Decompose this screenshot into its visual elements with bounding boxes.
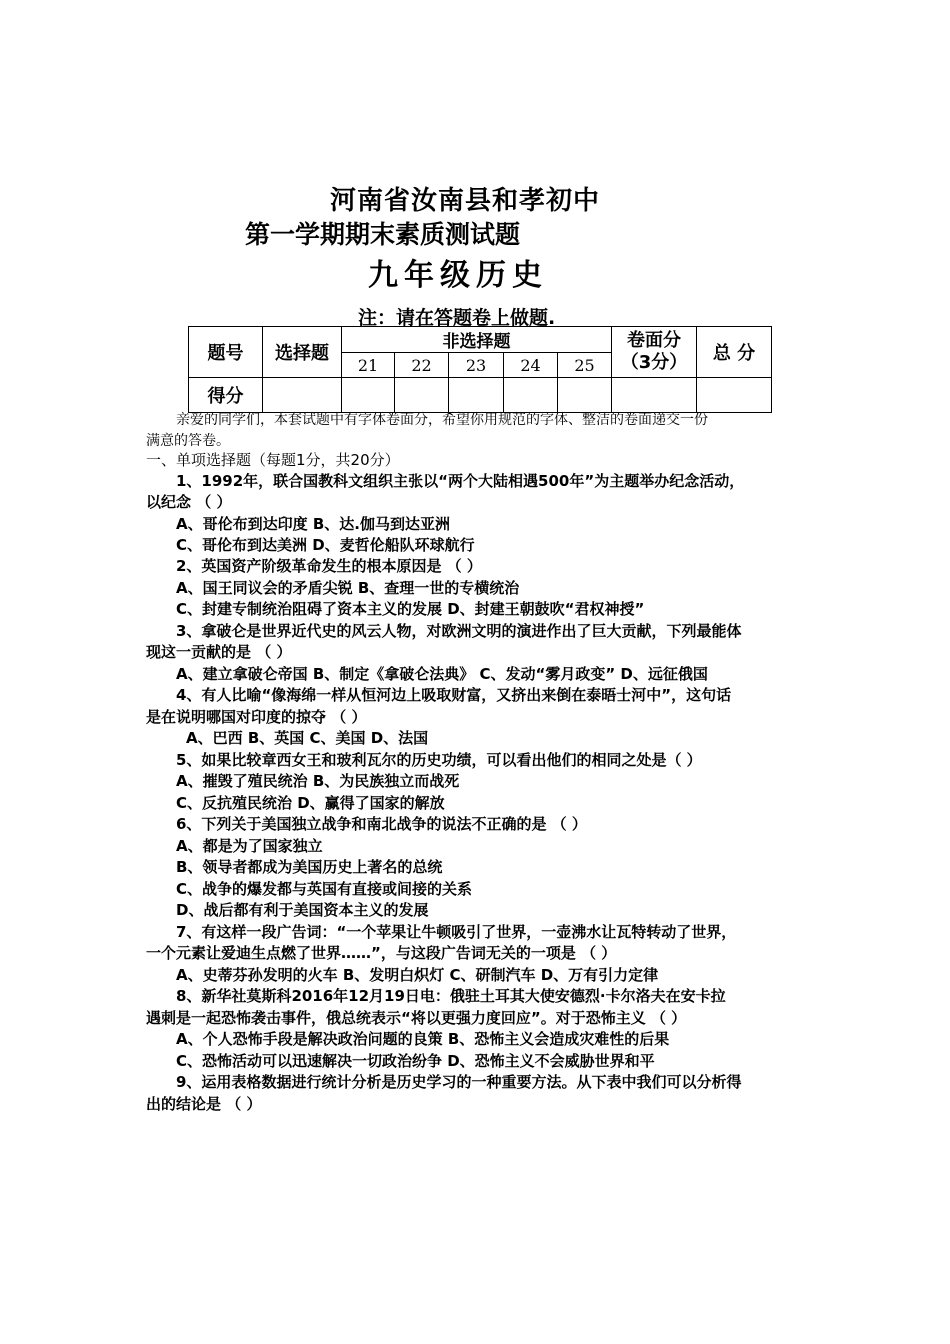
header-label-cell: 题号 [189, 327, 263, 378]
intro-line: 亲爱的同学们，本套试题中有字体卷面分，希望你用规范的字体、整洁的卷面递交一份 [176, 412, 708, 428]
question-line: 出的结论是 （ ） [146, 1095, 262, 1113]
school-title: 河南省汝南县和孝初中 [330, 186, 601, 216]
option-line: A、建立拿破仑帝国 B、制定《拿破仑法典》 C、发动“雾月政变” D、远征俄国 [176, 665, 708, 683]
exam-note: 注：请在答题卷上做题. [358, 307, 556, 329]
question-line: 以纪念 （ ） [146, 493, 232, 511]
intro-line: 满意的答卷。 [146, 433, 230, 449]
question-line: 遇刺是一起恐怖袭击事件，俄总统表示“将以更强力度回应”。对于恐怖主义 （ ） [146, 1009, 687, 1027]
score-cell-total[interactable] [697, 378, 772, 413]
option-line: C、反抗殖民统治 D、赢得了国家的解放 [176, 794, 445, 812]
option-line: A、哥伦布到达印度 B、达.伽马到达亚洲 [176, 515, 450, 533]
neatness-header-cell [612, 327, 697, 378]
question-line: 8、新华社莫斯科2016年12月19日电：俄驻土耳其大使安德烈·卡尔洛夫在安卡拉 [176, 987, 726, 1005]
option-line: B、领导者都成为美国历史上著名的总统 [176, 858, 443, 876]
total-header-cell: 总 分 [697, 327, 772, 378]
question-line: 4、有人比喻“像海绵一样从恒河边上吸取财富，又挤出来倒在泰晤士河中”，这句话 [176, 686, 732, 704]
score-cell-choice[interactable] [263, 378, 342, 413]
question-line: 6、下列关于美国独立战争和南北战争的说法不正确的是 （ ） [176, 815, 587, 833]
question-21-cell: 21 [342, 353, 395, 378]
option-line: C、封建专制统治阻碍了资本主义的发展 D、封建王朝鼓吹“君权神授” [176, 600, 645, 618]
question-line: 1、1992年，联合国教科文组织主张以“两个大陆相遇500年”为主题举办纪念活动， [176, 472, 745, 490]
question-line: 9、运用表格数据进行统计分析是历史学习的一种重要方法。从下表中我们可以分析得 [176, 1073, 742, 1091]
option-line: A、摧毁了殖民统治 B、为民族独立而战死 [176, 772, 460, 790]
score-table [188, 326, 772, 413]
score-cell-23[interactable] [449, 378, 504, 413]
option-line: C、战争的爆发都与英国有直接或间接的关系 [176, 880, 473, 898]
option-line: A、国王同议会的矛盾尖锐 B、查理一世的专横统治 [176, 579, 520, 597]
choice-header-cell: 选择题 [263, 327, 342, 378]
option-line: A、个人恐怖手段是解决政治问题的良策 B、恐怖主义会造成灾难性的后果 [176, 1030, 670, 1048]
question-23-cell: 23 [449, 353, 504, 378]
nonchoice-header-cell: 非选择题 [342, 327, 612, 353]
question-line: 5、如果比较章西女王和玻利瓦尔的历史功绩，可以看出他们的相同之处是（ ） [176, 751, 702, 769]
score-cell-25[interactable] [558, 378, 612, 413]
score-cell-neatness[interactable] [612, 378, 697, 413]
question-line: 现这一贡献的是 （ ） [146, 643, 292, 661]
question-25-cell: 25 [558, 353, 612, 378]
section-heading: 一、单项选择题（每题1分，共20分） [146, 451, 400, 469]
question-22-cell: 22 [395, 353, 449, 378]
option-line: A、史蒂芬孙发明的火车 B、发明白炽灯 C、研制汽车 D、万有引力定律 [176, 966, 659, 984]
question-line: 一个元素让爱迪生点燃了世界……”，与这段广告词无关的一项是 （ ） [146, 944, 617, 962]
score-cell-22[interactable] [395, 378, 449, 413]
subject-title: 九年级历史 [368, 258, 548, 293]
option-line: C、恐怖活动可以迅速解决一切政治纷争 D、恐怖主义不会威胁世界和平 [176, 1052, 655, 1070]
option-line: D、战后都有利于美国资本主义的发展 [176, 901, 429, 919]
score-cell-21[interactable] [342, 378, 395, 413]
option-line: A、都是为了国家独立 [176, 837, 323, 855]
term-title: 第一学期期末素质测试题 [245, 220, 521, 249]
question-24-cell: 24 [504, 353, 558, 378]
question-line: 是在说明哪国对印度的掠夺 （ ） [146, 708, 367, 726]
neatness-points: （3分） [620, 352, 688, 373]
question-line: 3、拿破仑是世界近代史的风云人物，对欧洲文明的演进作出了巨大贡献，下列最能体 [176, 622, 742, 640]
option-line: A、巴西 B、英国 C、美国 D、法国 [186, 729, 429, 747]
score-cell-24[interactable] [504, 378, 558, 413]
score-label-cell: 得分 [189, 378, 263, 413]
question-line: 7、有这样一段广告词：“一个苹果让牛顿吸引了世界，一壶沸水让瓦特转动了世界， [176, 923, 737, 941]
option-line: C、哥伦布到达美洲 D、麦哲伦船队环球航行 [176, 536, 475, 554]
neatness-label: 卷面分 [627, 330, 681, 351]
question-line: 2、英国资产阶级革命发生的根本原因是 （ ） [176, 557, 482, 575]
